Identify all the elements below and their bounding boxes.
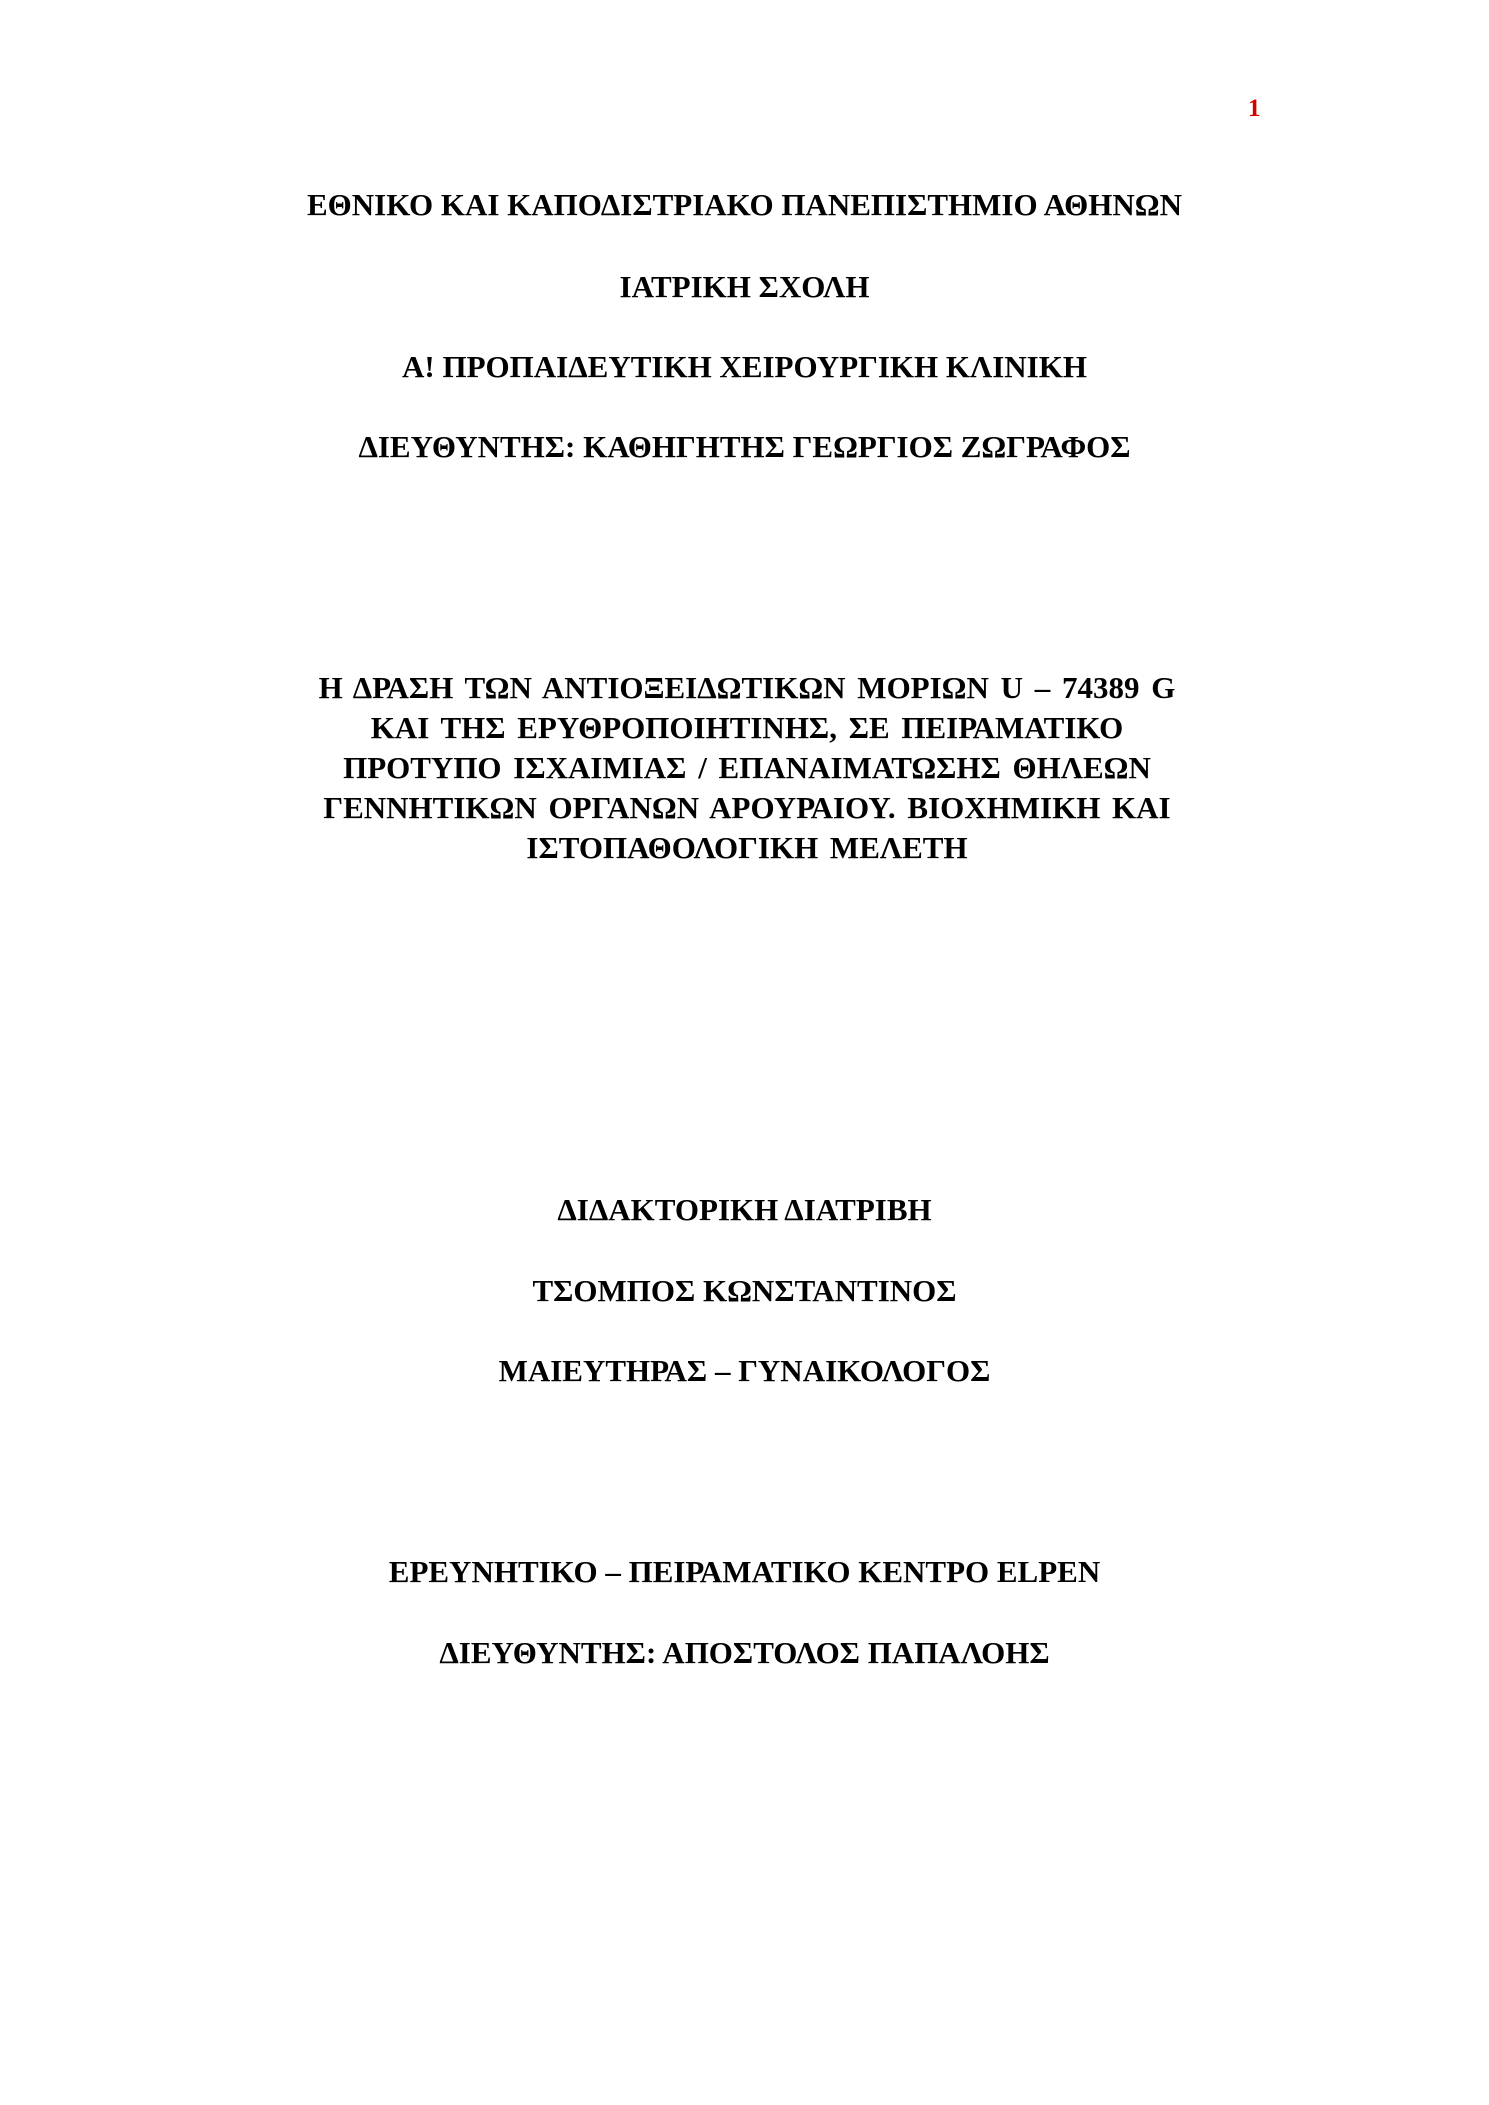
document-type: ΔΙΔΑΚΤΟΡΙΚΗ ΔΙΑΤΡΙΒΗ [557, 1192, 932, 1227]
research-center-director: ΔΙΕΥΘΥΝΤΗΣ: ΑΠΟΣΤΟΛΟΣ ΠΑΠΑΛΟΗΣ [439, 1635, 1050, 1670]
author-name: ΤΣΟΜΠΟΣ ΚΩΝΣΤΑΝΤΙΝΟΣ [532, 1273, 957, 1308]
school-name: ΙΑΤΡΙΚΗ ΣΧΟΛΗ [619, 269, 870, 304]
thesis-title-line: ΙΣΤΟΠΑΘΟΛΟΓΙΚΗ ΜΕΛΕΤΗ [526, 830, 968, 865]
author-specialty: ΜΑΙΕΥΤΗΡΑΣ – ΓΥΝΑΙΚΟΛΟΓΟΣ [498, 1353, 991, 1388]
university-name: ΕΘΝΙΚΟ ΚΑΙ ΚΑΠΟΔΙΣΤΡΙΑΚΟ ΠΑΝΕΠΙΣΤΗΜΙΟ ΑΘΗΝΩΝ [306, 187, 1183, 222]
research-center-name: ΕΡΕΥΝΗΤΙΚΟ – ΠΕΙΡΑΜΑΤΙΚΟ ΚΕΝΤΡΟ ELPEN [388, 1554, 1101, 1589]
thesis-title-line: ΓΕΝΝΗΤΙΚΩΝ ΟΡΓΑΝΩΝ ΑΡΟΥΡΑΙΟΥ. ΒΙΟΧΗΜΙΚΗ ΚΑΙ [323, 790, 1171, 825]
thesis-title [230, 668, 1264, 868]
clinic-director: ΔΙΕΥΘΥΝΤΗΣ: ΚΑΘΗΓΗΤΗΣ ΓΕΩΡΓΙΟΣ ΖΩΓΡΑΦΟΣ [358, 429, 1131, 464]
thesis-title-line: Η ΔΡΑΣΗ ΤΩΝ ΑΝΤΙΟΞΕΙΔΩΤΙΚΩΝ ΜΟΡΙΩΝ U – 74389 G [318, 670, 1176, 705]
thesis-title-line: ΠΡΟΤΥΠΟ ΙΣΧΑΙΜΙΑΣ / ΕΠΑΝΑΙΜΑΤΩΣΗΣ ΘΗΛΕΩΝ [343, 750, 1151, 785]
page-number: 1 [1248, 95, 1261, 122]
thesis-title-line: ΚΑΙ ΤΗΣ ΕΡΥΘΡΟΠΟΙΗΤΙΝΗΣ, ΣΕ ΠΕΙΡΑΜΑΤΙΚΟ [370, 710, 1124, 745]
clinic-name: Α! ΠΡΟΠΑΙΔΕΥΤΙΚΗ ΧΕΙΡΟΥΡΓΙΚΗ ΚΛΙΝΙΚΗ [402, 349, 1087, 384]
